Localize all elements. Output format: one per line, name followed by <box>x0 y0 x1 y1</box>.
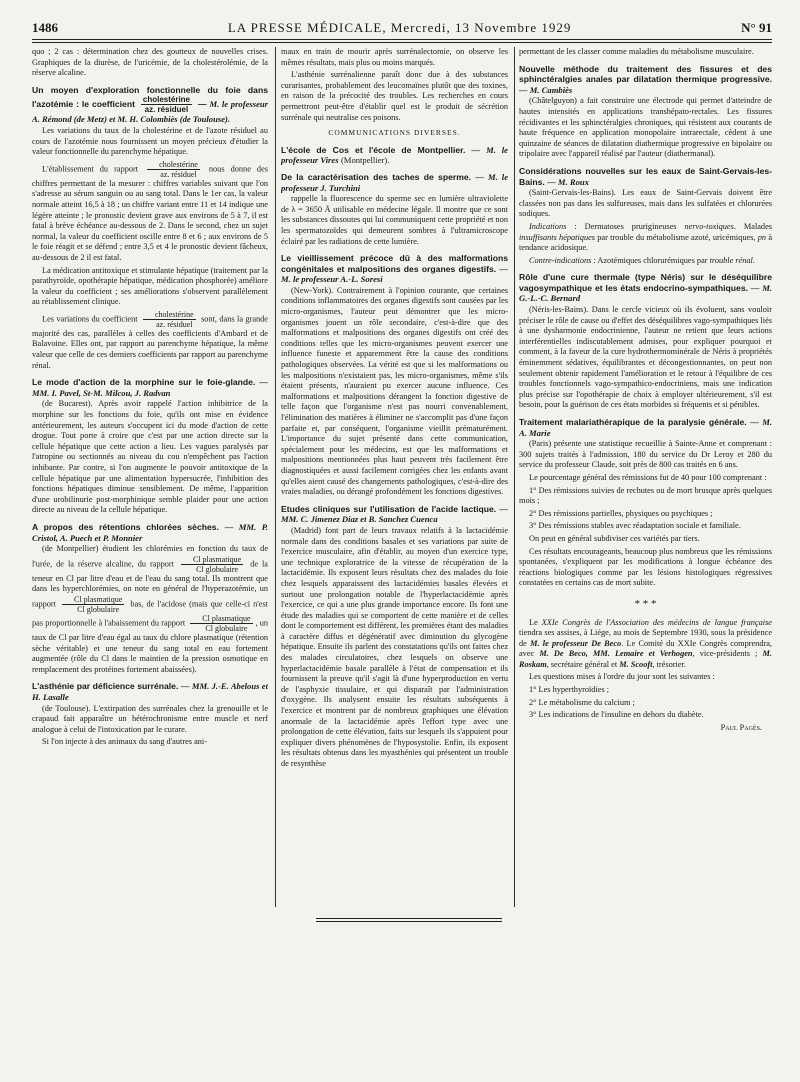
paragraph: Les questions mises à l'ordre du jour sont les suivantes : <box>529 672 715 682</box>
paragraph: Le XXIe Congrès de l'Association des médecins de langue française tiendra ses assises, à Liége, au mois de Septembre 1930, sous la présidence de M. le professeur De Beco. Le Comité du XXIe Congrès comprendra, avec M. De Beco, MM. Lemaire et Verhogen, vice-présidents ; M. Roskam, secrétaire général et M. Scooft, trésorier. <box>519 617 772 669</box>
article-title: Rôle d'une cure thermale (type Néris) sur le déséquilibre vagosympathique et les états endocrino-sympathiques. — M. G.-L.-C. Bernard <box>519 272 772 304</box>
paragraph: (Paris) présente une statistique recueillie à Sainte-Anne et comprenant : 300 sujets traités à l'admission, 180 du service du Dr Leroy et 280 du service du professeur Claude, soit près de 800 cas traités en 6 ans. <box>519 439 772 470</box>
article-title: Considérations nouvelles sur les eaux de Saint-Gervais-les-Bains. — M. Roux <box>519 165 772 187</box>
chlore-fraction: $\frac{\text{Cl plasmatique}}{\text{Cl globulaire}}$ <box>181 555 243 574</box>
paragraph: maux en train de mourir après surrénalectomie, on observe les mêmes résultats, mais plus ou moins marqués. <box>281 47 508 67</box>
list-item: 3° Des rémissions stables avec réadaptation sociale et familiale. <box>529 521 741 531</box>
end-rule <box>316 918 502 919</box>
article-authors: — M. le professeur Vires <box>281 144 508 166</box>
paragraph: (de Toulouse). L'extirpation des surrénales chez la grenouille et le crapaud fait apparaître un hétérochronisme entre muscle et nerf analogue à celui de l'intoxication par le curare. <box>32 703 268 734</box>
article-title: De la caractérisation des taches de sperme. — M. le professeur J. Turchini <box>281 171 508 193</box>
article-title: A propos des rétentions chlorées sèches. — MM. P. Cristol, A. Puech et P. Monnier <box>32 521 268 543</box>
paragraph: (New-York). Contrairement à l'opinion courante, que certaines conditions inflammatoires des organes digestifs sont causées par les micro-organismes, l'auteur peut démontrer que les micro-organismes jouent un rôle secondaire, c'est-à-dire que des malformations et malpositions des organes digestifs ont créé des conditions telles que les micro-organismes peuvent exercer une influence funeste et apparemment être la cause des conditions pathologiques observées. La vérité est que si les malformations ou les malpositions n'existaient pas, les micro-organismes, même s'ils étaient présents, n'auraient pu exercer aucune influence. Ces malformations et malpositions dérangent la fonction digestive de telle façon que l'organisme n'est pas nourri convenablement, l'élimination des matières à éliminer ne s'accomplit pas d'une façon parfaite et, par conséquent, l'organisme vieillit prématurément. L'importance du sujet présenté dans cette communication, spécialement pour les médecins, est que les malformations et malpositions mentionnées plus haut peuvent très facilement être diagnostiquées et aussi facilement corrigées chez les enfants avant qu'elles aient causé des changements pathologiques, c'est-à-dire des vraies maladies, ou dérangé profondément les fonctions digestives. <box>281 285 508 497</box>
article-title: Le vieillissement précoce dû à des malformations congénitales et malpositions des organes digestifs. — M. le professeur A.-L. Soresi <box>281 253 508 285</box>
paragraph: permettant de les classer comme maladies du métabolisme musculaire. <box>519 47 754 56</box>
article-title: Nouvelle méthode du traitement des fissures et des sphinctéralgies anales par dilatation thermique progressive. — M. Cambiès <box>519 63 772 95</box>
article-authors: — M. A. Marie <box>519 417 772 438</box>
column-3 <box>519 47 772 927</box>
article-authors: — M. Cambiès <box>519 84 573 95</box>
ratio-fraction: $\frac{\text{cholestérine}}{\text{az. résiduel}}$ <box>142 95 191 115</box>
ratio-fraction: $\frac{\text{cholestérine}}{\text{az. résiduel}}$ <box>147 160 200 179</box>
chlore-fraction: $\frac{\text{Cl plasmatique}}{\text{Cl globulaire}}$ <box>62 595 124 614</box>
issue-number: N° 91 <box>741 20 772 35</box>
article-title: L'asthénie par déficience surrénale. — MM. J.-E. Abelous et H. Lasalle <box>32 681 268 702</box>
page-number: 1486 <box>32 20 58 35</box>
paragraph: (de Montpellier) étudient les chlorémies en fonction du taux de l'urée, de la réserve alcaline, du rapport $\frac{\text{Cl plasmatique}}{\text{Cl globulaire}}$ de la teneur en Cl par litre d'eau et de l'eau du sang total. Ils montrent que dans les hyperchlorémies, on note en général de l'hyperazotémie, un rapport $\frac{\text{Cl plasmatique}}{\text{Cl globulaire}}$ bas, de l'acidose (mais que celle-ci n'est pas proportionnelle à l'abaissement du rapport $\frac{\text{Cl plasmatique}}{\text{Cl globulaire}}$ , un taux de Cl par litre d'eau égal au taux du chlore plasmatique (rétention sèche véritable) et une teneur du sang total en eau fortement augmentée (rôle du Cl dans le maintien de la pression osmotique en remplacement des protéines fortement abaissées). <box>32 544 268 674</box>
author-signature: Paul Pagès. <box>720 722 762 732</box>
column-2 <box>281 47 508 977</box>
paragraph: Les variations du taux de la cholestérine et de l'azote résiduel au cours de l'azotémie nous fournissent un moyen précieux d'étudier la valeur fonctionnelle du parenchyme hépatique. <box>32 125 268 157</box>
journal-title: LA PRESSE MÉDICALE, Mercredi, 13 Novembre 1929 <box>227 20 572 35</box>
paragraph: On peut en général subdiviser ces variétés par tiers. <box>529 533 700 543</box>
list-item: 1° Les hyperthyroïdies ; <box>529 685 610 695</box>
article-authors: — MM. J.-E. Abelous et H. Lasalle <box>32 681 268 702</box>
article-title: L'école de Cos et l'école de Montpellier. — M. le professeur Vires (Montpellier). <box>281 144 508 166</box>
chlore-fraction: $\frac{\text{Cl plasmatique}}{\text{Cl globulaire}}$ <box>190 614 252 633</box>
column-divider <box>275 47 276 907</box>
paragraph: L'établissement du rapport $\frac{\text{cholestérine}}{\text{az. résiduel}}$ nous donne des chiffres permettant de la mesurer : chiffres variables suivant que l'on s'adresse au sérum sanguin ou au sang total. Dans le 1er cas, la valeur normale atteint 16,5 à 18 ; un chiffre variant entre 11 et 14 indique une légère atteinte ; le pronostic devient grave aux environs de 5 à 7, il est fatal à brève échéance au-dessous de 2. Dans le second, chez un sujet normal, la valeur du coefficient oscille entre 8 et 6 ; aux environs de 5 le foie réagit et se défend ; entre 3,5 et 4 le pronostic devient fâcheux, au-dessous de 2 il est fatal. <box>32 159 268 262</box>
column-1 <box>32 47 268 1047</box>
article-authors: — M. le professeur A.-L. Soresi <box>281 263 508 285</box>
article-authors: — M. G.-L.-C. Bernard <box>519 282 772 304</box>
column-divider <box>514 47 515 907</box>
paragraph: quo ; 2 cas : détermination chez des goutteux de nouvelles crises. Graphiques de la diurèse, de l'uricémie, de la cholestérolémie, de la réserve alcaline. <box>32 47 268 78</box>
article-authors: — MM. I. Pavel, St-M. Milcou, J. Radvan <box>32 377 268 398</box>
header-rule <box>32 42 772 43</box>
page-header <box>32 20 772 36</box>
paragraph: Indications : Dermatoses prurigineuses nervo-toxiques. Malades insuffisants hépatiques par trouble du métabolisme azoté, uricémiques, pn à tendance acidosique. <box>519 221 772 253</box>
article-authors: — M. Roux <box>547 176 589 187</box>
ratio-fraction: $\frac{\text{cholestérine}}{\text{az. résiduel}}$ <box>143 310 196 329</box>
paragraph: Le pourcentage général des rémissions fut de 40 pour 100 comprenant : <box>529 472 767 482</box>
paragraph: (Madrid) font part de leurs travaux relatifs à la lactacidémie normale dans des conditions basales et ses variations par suite de l'exercice musculaire, afin d'établir, au moyen d'un exercice type, une technique exploratrice de la vitesse de récupération de la lactacidémie. Ils exposent leurs résultats chez des malades du foie chez lesquels apparaissent des lactacidémies basales élevées et surtout une prolongation notable de l'hyperlactacidémie après l'exercice, ce qui a une plus grande importance encore. Ils font une étude des maladies qui se comportent de cette manière et de celles dont le comportement est différent, les premières étant des maladies à caractère diffus et dégénératif avec diminution du glycogène hépatique. Ensuite ils parlent des constatations qu'ils ont faites chez des malades circulatoires, chez lesquels on observe une hyperlactacidémie basale parallèle à l'état de compensation et ils fournissent la preuve qu'il s'agit là d'une hyperproduction en vertu de l'asphyxie tissulaire, et qui disparaît par l'administration d'oxygène. Ils analysent ensuite les résultats subséquents à l'exercice et montrent par de nombreux graphiques une élévation anormale de la lactacidémie après l'effort type avec une prolongation de cette élévation, faits sur lesquels ils s'appuient pour expliquer divers phénomènes de l'hyposystolie. Enfin, ils exposent les résultats obtenus dans les myasthénies qui présentent un trouble de resynthèse <box>281 525 508 768</box>
list-item: 2° Des rémissions partielles, physiques ou psychiques ; <box>529 508 713 518</box>
article-title: Etudes cliniques sur l'utilisation de l'acide lactique. — MM. C. Jimenez Diaz et B. Sanchez Cuenca <box>281 503 508 525</box>
paragraph: rappelle la fluorescence du sperme sec en lumière ultraviolette de λ = 3650 Å utilisable en médecine légale. Il montre que ce sont les substances dissoutes qui lui communiquent cette propriété et non les spermatozoïdes qui demeurent sombres à l'ultramicroscope éclairé par les radiations de cette lumière. <box>281 194 508 246</box>
article-title: Traitement malariathérapique de la paralysie générale. — M. A. Marie <box>519 417 772 438</box>
end-rule <box>316 921 502 922</box>
article-authors: — M. le professeur J. Turchini <box>281 171 508 193</box>
article-authors: — MM. C. Jimenez Diaz et B. Sanchez Cuenca <box>281 503 508 525</box>
section-heading: COMMUNICATIONS DIVERSES. <box>328 128 461 138</box>
list-item: 3° Les indications de l'insuline en dehors du diabète. <box>529 710 704 720</box>
paragraph: (Saint-Gervais-les-Bains). Les eaux de Saint-Gervais doivent être classées non pas dans les sulfureuses, mais dans les sulfatées et chlorurées sodiques. <box>519 188 772 219</box>
article-title: Le mode d'action de la morphine sur le foie-glande. — MM. I. Pavel, St-M. Milcou, J. Radvan <box>32 377 268 398</box>
article-title: Un moyen d'exploration fonctionnelle du foie dans l'azotémie : le coefficient $\frac{\text{cholestérine}}{\text{az. résiduel}}$ — M. le professeur A. Rémond (de Metz) et M. H. Colombiès (de Toulouse). <box>32 84 268 125</box>
list-item: 1° Des rémissions suivies de rechutes ou de mort brusque après quelques mois ; <box>519 485 772 506</box>
paragraph: Ces résultats encourageants, beaucoup plus nombreux que les rémissions spontanées, s'expliquent par les modifications à longue échéance des réactions biologiques comme par les lésions histologiques régressives constatées en certains cas de mort subite. <box>519 546 772 588</box>
paragraph: Contre-indications : Azotémiques chlorurémiques par trouble rénal. <box>529 255 755 265</box>
asterism-separator: * * * <box>634 597 657 610</box>
paragraph: (Châtelguyon) a fait construire une électrode qui permet d'atteindre de hautes intensités en applications transhépato-rectales. Les fissures récidivantes et les sphinctéralgies chroniques, qui résistent aux courants de haute fréquence en application monopolaire intrarectale, cèdent à une quinzaine de séances de dilatation diathermique progressive en bipolaire ou tripolaire avec l'appareil réalisé par l'auteur (diathermanal). <box>519 96 772 159</box>
paragraph: L'asthénie surrénalienne paraît donc due à des substances curarisantes, probablement des leucomaïnes plutôt que des toxines, en raison de la précocité des troubles. Les recherches en cours permettront peut-être d'établir quel est le produit de sécrétion surrénale qui neutralise ces poisons. <box>281 70 508 122</box>
paragraph: (de Bucarest). Après avoir rappelé l'action inhibitrice de la morphine sur les fonctions du foie, qu'ils ont mise en évidence antérieurement, les auteurs s'occupent ici du mode d'action de cette drogue. Tout porte à croire que c'est par une action directe sur la cellule hépatique que cette action a lieu. Les vagues paralysés par l'atropine ou sectionnés au niveau du cou n'empêchent pas l'action inhibante. Par contre, si l'on augmente le pouvoir antitoxique de la cellule hépatique par une alimentation hypersucrée, l'inhibition des fonctions hépatiques diminue sensiblement. De même, l'apparition d'une urobilinurie post-morphinique semble plaider pour une action directe au niveau de la cellule hépatique. <box>32 399 268 515</box>
paragraph: Les variations du coefficient $\frac{\text{cholestérine}}{\text{az. résiduel}}$ sont, dans la grande majorité des cas, parallèles à celles des coefficients d'Ambard et de Balavoine. Elles ont, par rapport au parenchyme hépatique, la même valeur que celle de ces derniers coefficients par rapport au parenchyme rénal. <box>32 309 268 370</box>
article-authors: — MM. P. Cristol, A. Puech et P. Monnier <box>32 521 268 543</box>
article-authors: M. le professeur A. Rémond (de Metz) et M. H. Colombiès (de Toulouse). <box>32 99 268 125</box>
paragraph: Si l'on injecte à des animaux du sang d'autres ani- <box>42 737 207 747</box>
paragraph: La médication antitoxique et stimulante hépatique (traitement par la parathyroïde, opothérapie hépatique, médication phosphorée) améliore la valeur du coefficient ; ses améliorations s'observent parallèlement au rétablissement clinique. <box>32 265 268 307</box>
list-item: 2° Le métabolisme du calcium ; <box>529 697 635 707</box>
header-rule <box>32 39 772 40</box>
paragraph: (Néris-les-Bains). Dans le cercle vicieux où ils évoluent, sans vouloir préciser le rôle de cause ou d'effet des déséquilibres vago-sympathiques liés à une dysharmonie endocrinienne, l'auteur ne retient que leurs actions interférentielles indiscutablement admises, pour expliquer pourquoi et comment, à la faveur de la cure hydrothermominérale de Néris à propriétés éminemment sédatives, équilibrantes et décongestionnantes, on peut non seulement obtenir rapidement l'amélioration et le retour à l'équilibre de ces troubles fonctionnels vago-sympathico-endocriniens, mais une indication plus précise sur l'opothérapie de choix à employer ultérieurement, s'il est besoin, pour la guérison de ces états morbides si fréquents et si pénibles. <box>519 305 772 410</box>
